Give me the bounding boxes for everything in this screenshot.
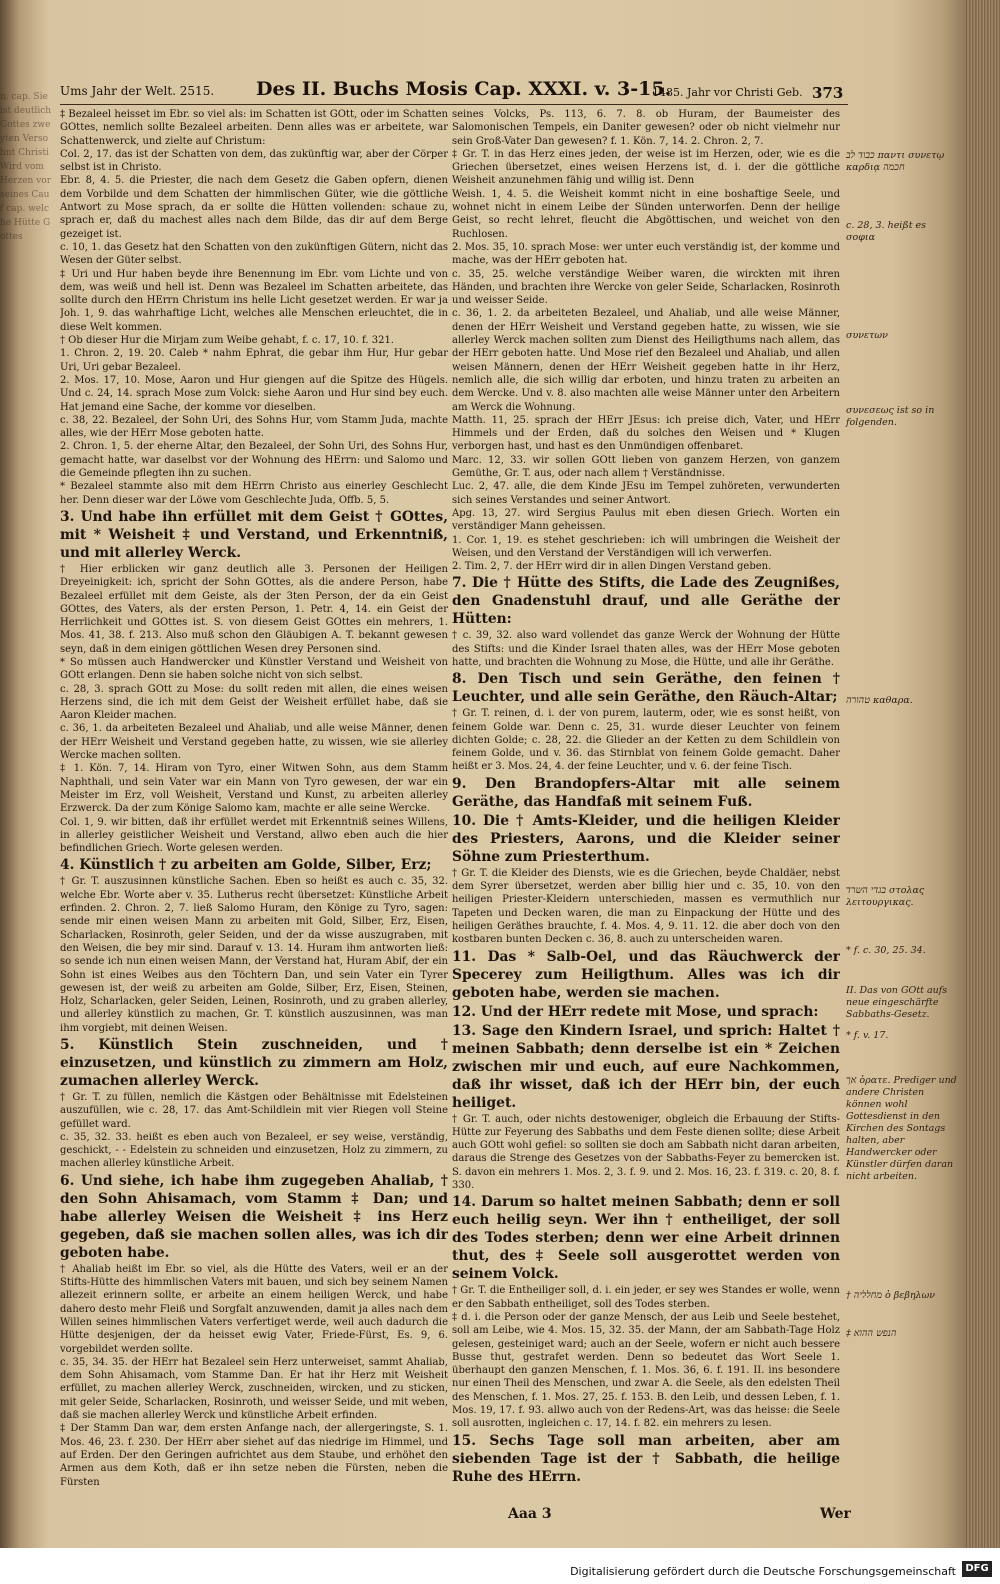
- margin-note: * f. c. 30, 25. 34.: [846, 945, 926, 956]
- commentary-note: † Ahaliab heißt im Ebr. so viel, als die Hütte des Vaters, weil er an der Stifts-Hütte des himmlischen Vaters mit bauen, und sich bey seinem Namen allezeit erinnern sollte, er arbeite an einem heiligen Werck, und habe dahero desto mehr Fleiß und Sorgfalt anzuwenden, damit ja alles nach dem Willen seines himmlischen Vaters verfertiget werde, weil auch dadurch die Hütte desjenigen, der da heisset ewig Vater, Friede-Fürst, Es. 9, 6. vorgebildet werden sollte.: [60, 1263, 448, 1355]
- margin-note: * f. v. 17.: [846, 1030, 889, 1041]
- bible-verse: 11. Das * Salb-Oel, und das Räuchwerck der Specerey zum Heiligthum. Alles was ich dir geboten habe, werden sie machen.: [452, 948, 840, 1001]
- commentary-note: 1. Chron. 2, 19. 20. Caleb * nahm Ephrat, die gebar ihm Hur, Hur gebar Uri, Uri gebar Bezaleel.: [60, 348, 448, 373]
- header-year-world: Ums Jahr der Welt. 2515.: [60, 84, 215, 98]
- commentary-note: ‡ Uri und Hur haben beyde ihre Benennung im Ebr. vom Lichte und von dem, was weiß und hell ist. Denn was Bezaleel im Schatten arbeitete, das sollte durch den HErrn Christum ins helle Licht gesetzet werden. Er war ja Joh. 1, 9. das wahrhaftige Licht, welches alle Menschen erleuchtet, die in diese Welt kommen.: [60, 268, 448, 333]
- header-book-chapter: Des II. Buchs Mosis Cap. XXXI. v. 3-15.: [256, 78, 672, 100]
- bible-verse: 15. Sechs Tage soll man arbeiten, aber am siebenden Tage ist der † Sabbath, die heilige Ruhe des HErrn.: [452, 1432, 840, 1485]
- commentary-note: Col. 2, 17. das ist der Schatten von dem, das zukünftig war, aber der Cörper selbst ist in Christo.: [60, 148, 448, 174]
- commentary-note: Col. 1, 9. wir bitten, daß ihr erfüllet werdet mit Erkenntniß seines Willens, in allerley geistlicher Weisheit und Verstand, allwo eben auch die hier befindlichen Griech. Worte gelesen werden.: [60, 816, 448, 855]
- commentary-note: c. 35, 34. 35. der HErr hat Bezaleel sein Herz unterweiset, sammt Ahaliab, dem Sohn Ahisamach, vom Stamme Dan. Er hat ihr Herz mit Weisheit erfüllet, zu machen allerley Werck, zuschneiden, wircken, und zu sticken, mit geler Seide, Scharlacken, Rosinroth, und weisser Seide, und mit weben, daß sie machen allerley Werck und künstliche Arbeit erfinden.: [60, 1356, 448, 1422]
- commentary-note: c. 36, 1. 2. da arbeiteten Bezaleel, und Ahaliab, und alle weise Männer, denen der HErr Weisheit und Verstand gegeben hatte, zu wissen, wie sie allerley Werck machen sollten zum Dienst des Heiligthums nach allem, das der HErr geboten hatte. Und Mose rief den Bezaleel und Ahaliab, und allen weisen Männern, denen der HErr Weisheit gegeben hatte in ihr Herz, nemlich alle, die sich willig dar erboten, und hinzu traten zu arbeiten an dem Wercke. Und v. 8. also machten alle weise Männer unter den Arbeitern am Werck die Wohnung.: [452, 308, 840, 413]
- commentary-note: 1. Cor. 1, 19. es stehet geschrieben: ich will umbringen die Weisheit der Weisen, und den Verstand der Verständigen will ich verwerfen.: [452, 534, 840, 559]
- running-header: [60, 78, 844, 104]
- margin-note: συνετων: [846, 330, 888, 341]
- commentary-note: 2. Mos. 35, 10. sprach Mose: wer unter euch verständig ist, der komme und mache, was der HErr geboten hat.: [452, 241, 840, 267]
- commentary-note: c. 35, 32. 33. heißt es eben auch von Bezaleel, er sey weise, verständig, geschickt, - - Edelstein zu schneiden und einzusetzen, Holz zu zimmern, zu machen allerley künstliche Arbeit.: [60, 1131, 448, 1170]
- bible-verse: 10. Die † Amts-Kleider, und die heiligen Kleider des Priesters, Aarons, und die Kleider seiner Söhne zum Priesterthum.: [452, 812, 840, 865]
- margin-note: † מחלליה ὁ βεβηλων: [846, 1290, 936, 1301]
- right-column: [452, 108, 840, 1503]
- bible-verse: 12. Und der HErr redete mit Mose, und sprach:: [452, 1003, 819, 1020]
- commentary-note: c. 10, 1. das Gesetz hat den Schatten von den zukünftigen Gütern, nicht das Wesen der Güter selbst.: [60, 241, 448, 267]
- commentary-note: * So müssen auch Handwercker und Künstler Verstand und Weisheit von GOtt erlangen. Denn sie haben solche nicht von sich selbst.: [60, 656, 448, 682]
- page-edge: [966, 0, 1000, 1548]
- margin-note: כבוד לב παντι συνετῳ καρδιᾳ חכמה: [846, 150, 945, 173]
- bible-verse: 8. Den Tisch und sein Geräthe, den feinen † Leuchter, und alle sein Geräthe, den Räuch-Altar;: [452, 671, 840, 706]
- commentary-note: Weish. 1, 4. 5. die Weisheit kommt nicht in eine boshaftige Seele, und wohnet nicht in einem Leibe der Sünden unterworfen. Denn der heilige Geist, so recht lehret, fleucht die Abgöttischen, und weichet von den Ruchlosen.: [452, 188, 840, 240]
- commentary-note: † Gr. T. reinen, d. i. der von purem, lauterm, oder, wie es sonst heißt, von feinem Golde war. Denn c. 25, 31. wurde dieser Leuchter von feinem dichten Golde; c. 28, 22. die Glieder an der Ketten zu dem Schildlein von feinem Golde, und v. 36. das Stirnblat von feinem Golde gemacht. Daher heißt er 3. Mos. 24, 4. der feine Leuchter, und v. 6. der feine Tisch.: [452, 708, 840, 773]
- commentary-note: ‡ Der Stamm Dan war, dem ersten Anfange nach, der allergeringste, S. 1. Mos. 46, 23. f. 230. Der HErr aber siehet auf das niedrige im Himmel, und auf Erden. Der den Geringen aufrichtet aus dem Staube, und erhöhet den Armen aus dem Koth, daß er ihn setze neben die Fürsten, neben die Fürsten: [60, 1423, 448, 1488]
- commentary-note: Luc. 2, 47. alle, die dem Kinde JEsu im Tempel zuhöreten, verwunderten sich seines Verstandes und seiner Antwort.: [452, 481, 840, 506]
- commentary-note: c. 38, 22. Bezaleel, der Sohn Uri, des Sohns Hur, vom Stamm Juda, machte alles, wie der HErr Mose geboten hatte.: [60, 414, 448, 440]
- margin-note: ‡ הנפש ההוא: [846, 1328, 897, 1339]
- commentary-note: † Ob dieser Hur die Mirjam zum Weibe gehabt, f. c. 17, 10. f. 321.: [60, 335, 394, 347]
- commentary-note: † Gr. T. die Kleider des Diensts, wie es die Griechen, beyde Chaldäer, nebst dem Syrer übersetzet, werden aber billig hier und c. 35, 10. von den heiligen Priester-Kleidern unterschieden, massen es vermuthlich nur Tapeten und Decken waren, die man zu Einpackung der Hütte und des heiligen Geräthes brauchte, f. 4. Mos. 4, 9. 11. 12. die aber doch von den kostbaren bunten Decken c. 36, 8. auch zu unterscheiden waren.: [452, 867, 840, 946]
- margin-note: II. Das von GOtt aufs neue eingeschärfte Sabbaths-Gesetz.: [846, 985, 948, 1020]
- bible-verse: 4. Künstlich † zu arbeiten am Golde, Silber, Erz;: [60, 857, 432, 874]
- commentary-note: Marc. 12, 33. wir sollen GOtt lieben von ganzem Herzen, von ganzem Gemüthe, Gr. T. aus, oder nach allem † Verständnisse.: [452, 454, 840, 480]
- margin-note: c. 28, 3. heißt es σοφια: [846, 220, 927, 243]
- commentary-note: † c. 39, 32. also ward vollendet das ganze Werck der Wohnung der Hütte des Stifts: und die Kinder Israel thaten alles, was der HErr Mose geboten hatte, und brachten die Wohnung zu Mose, die Hütte, und alle ihr Geräthe.: [452, 630, 840, 668]
- catchword: Wer: [820, 1506, 851, 1522]
- commentary-note: ‡ d. i. die Person oder der ganze Mensch, der aus Leib und Seele bestehet, soll am Leibe, wie 4. Mos. 15, 32. 35. der Mann, der am Sabbath-Tage Holz gelesen, gesteiniget ward; auch an der Seele, wofern er nicht auch bessere Busse thut, gestrafet werden. Denn so bedeutet das Wort Seele 1. überhaupt den ganzen Menschen, f. 1. Mos. 36, 6. f. 191. II. ins besondere nur einen Theil des Menschen, und zwar A. die Seele, als den edelsten Theil des Menschen, f. 1. Mos. 27, 25. f. 153. B. den Leib, und dessen Leben, f. 1. Mos. 19, 17. f. 93. allwo auch von der Redens-Art, was das heisse: die Seele soll ausrotten, ingleichen c. 17, 14. f. 82. ein mehrers zu lesen.: [452, 1311, 840, 1430]
- commentary-note: † Hier erblicken wir ganz deutlich alle 3. Personen der Heiligen Dreyeinigkeit: ich, spricht der Sohn GOttes, als die andere Person, habe Bezaleel erfüllet mit dem Geiste, als der 3ten Person, der da ein Geist GOttes, des Vaters, als der ersten Person, 1. Petr. 4, 14. ein Geist der Herrlichkeit und GOttes ist. S. von diesem Geist GOttes ein mehrers, 1. Mos. 41, 38. f. 213. Also muß schon den Gläubigen A. T. bekannt gewesen seyn, daß in dem einigen göttlichen Wesen drey Personen sind.: [60, 563, 448, 655]
- commentary-note: c. 35, 25. welche verständige Weiber waren, die wirckten mit ihren Händen, und brachten ihre Wercke von geler Seide, Scharlacken, Rosinroth und weisser Seide.: [452, 268, 840, 307]
- header-year-christ: 1485. Jahr vor Christi Geb.: [652, 86, 803, 99]
- commentary-note: ‡ 1. Kön. 7, 14. Hiram von Tyro, einer Witwen Sohn, aus dem Stamm Naphthali, und sein Vater war ein Mann von Tyro gewesen, der war ein Meister im Erz, voll Weisheit, Verstand und Kunst, zu arbeiten allerley Erzwerck. Da der zum Könige Salomo kam, machte er alle seine Wercke.: [60, 763, 448, 815]
- bible-verse: 5. Künstlich Stein zuschneiden, und † einzusetzen, und künstlich zu zimmern am Holz, zumachen allerley Werck.: [60, 1037, 448, 1089]
- bible-verse: 13. Sage den Kindern Israel, und sprich: Haltet † meinen Sabbath; denn derselbe ist ein * Zeichen zwischen mir und euch, auf eure Nachkommen, daß ihr wisset, daß ich der HErr bin, der euch heiliget.: [452, 1022, 840, 1111]
- bible-verse: 9. Den Brandopfers-Altar mit alle seinem Geräthe, das Handfaß mit seinem Fuß.: [452, 775, 840, 810]
- commentary-note: ‡ Gr. T. in das Herz eines jeden, der weise ist im Herzen, oder, wie es die Griechen übersetzet, eines weisen Herzens ist, d. i. der die göttliche Weisheit anzunehmen fähig und willig ist. Denn: [452, 148, 840, 187]
- commentary-note: Apg. 13, 27. wird Sergius Paulus mit eben diesen Griech. Worten ein verständiger Mann geheissen.: [452, 507, 840, 533]
- margin-note: טהורה καθαρα.: [846, 695, 913, 706]
- commentary-note: † Gr. T. die Entheiliger soll, d. i. ein jeder, er sey wes Standes er wolle, wenn er den Sabbath entheiliget, soll des Todes sterben.: [452, 1285, 840, 1310]
- commentary-note: * Bezaleel stammte also mit dem HErrn Christo aus einerley Geschlecht her. Denn dieser war der Löwe vom Geschlechte Juda, Offb. 5, 5.: [60, 481, 448, 506]
- digitization-credit: Digitalisierung gefördert durch die Deutsche Forschungsgemeinschaft: [570, 1565, 956, 1578]
- margin-notes: [846, 150, 958, 1450]
- margin-note: בגדי השרד στολας λειτουργικας.: [846, 885, 925, 908]
- bible-verse: 7. Die † Hütte des Stifts, die Lade des Zeugnißes, den Gnadenstuhl drauf, und alle Geräthe der Hütten:: [452, 575, 840, 628]
- bible-verse: 3. Und habe ihn erfüllet mit dem Geist † GOttes, mit * Weisheit ‡ und Verstand, und Erkenntniß, und mit allerley Werck.: [60, 508, 448, 561]
- commentary-note: seines Volcks, Ps. 113, 6. 7. 8. ob Huram, der Baumeister des Salomonischen Tempels, ein Daniter gewesen? oder ob nicht vielmehr nur sein Groß-Vater Dan gewesen? f. 1. Kön. 7, 14. 2. Chron. 2, 7.: [452, 109, 840, 147]
- commentary-note: 2. Mos. 17, 10. Mose, Aaron und Hur giengen auf die Spitze des Hügels. Und c. 24, 14. sprach Mose zum Volck: siehe Aaron und Hur sind bey euch. Hat jemand eine Sache, der komme vor dieselben.: [60, 374, 448, 413]
- bible-verse: 14. Darum so haltet meinen Sabbath; denn er soll euch heilig seyn. Wer ihn † entheiliget, der soll des Todes sterben; denn wer eine Arbeit drinnen thut, des ‡ Seele soll ausgerottet werden von seinem Volck.: [452, 1194, 840, 1283]
- commentary-note: c. 28, 3. sprach GOtt zu Mose: du sollt reden mit allen, die eines weisen Herzens sind, die ich mit dem Geist der Weisheit erfüllet habe, daß sie Aaron Kleider machen.: [60, 683, 448, 722]
- commentary-note: † Gr. T. auch, oder nichts destoweniger, obgleich die Erbauung der Stifts-Hütte zur Feyerung des Sabbaths und dem Feste dienen sollte; diese Arbeit auch GOtt wohl gefiel: so sollten sie doch am Sabbath nicht daran arbeiten, daraus die Strenge des Gesetzes von der Sabbaths-Feyer zu bemercken ist. S. davon ein mehrers 1. Mos. 2, 3. f. 9. und 2. Mos. 16, 23. f. 319. c. 20, 8. f. 330.: [452, 1113, 840, 1192]
- dfg-logo: DFG: [962, 1561, 992, 1577]
- signature-mark: Aaa 3: [508, 1506, 552, 1522]
- page-number: 373: [812, 84, 844, 102]
- header-rule: [60, 104, 848, 105]
- commentary-note: 2. Chron. 1, 5. der eherne Altar, den Bezaleel, der Sohn Uri, des Sohns Hur, gemacht hatte, war daselbst vor der Wohnung des HErrn: und Salomo und die Gemeinde pflegten ihn zu suchen.: [60, 441, 448, 480]
- commentary-note: 2. Tim. 2, 7. der HErr wird dir in allen Dingen Verstand geben.: [452, 561, 772, 573]
- commentary-note: † Gr. T. auszusinnen künstliche Sachen. Eben so heißt es auch c. 35, 32. welche Ebr. Worte aber v. 35. Lutherus recht übersetzet: Künstliche Arbeit erfinden. 2. Chron. 2, 7. ließ Salomo Huram, den Könige zu Tyro, sagen: sende mir einen weisen Mann zu arbeiten mit Gold, Silber, Erz, Eisen, Scharlacken, Rosinroth, geler Seiden, und der da wisse auszugraben, mit den Weisen, die bey mir sind. Darauf v. 13. 14. Huram ihm antworten ließ: so sende ich nun einen weisen Mann, der Verstand hat, Huram Abif, der ein Sohn ist eines Weibes aus den Töchtern Dan, und sein Vater ein Tyrer gewesen ist, der weiß zu arbeiten am Golde, Silber, Erz, Eisen, Steinen, Holz, Scharlacken, geler Seiden, Leinen, Rosinroth, und zu graben allerley, und allerley künstlich zu machen, Gr. T. künstlich auszusinnen, was man ihm vorgiebt, mit deinen Weisen.: [60, 876, 448, 1034]
- bible-verse: 6. Und siehe, ich habe ihm zugegeben Ahaliab, † den Sohn Ahisamach, vom Stamm ‡ Dan; und habe allerley Weisen die Weisheit ‡ ins Herz gegeben, daß sie machen sollen alles, was ich dir geboten habe.: [60, 1172, 448, 1261]
- commentary-note: Matth. 11, 25. sprach der HErr JEsus: ich preise dich, Vater, und HErr Himmels und der Erden, daß du solches den Weisen und * Klugen verborgen hast, und hast es den Unmündigen offenbaret.: [452, 414, 840, 453]
- commentary-note: ‡ Bezaleel heisset im Ebr. so viel als: im Schatten ist GOtt, oder im Schatten GOttes, nemlich sollte Bezaleel arbeiten. Denn alles was er arbeitete, war Schattenwerck, und zielte auf Christum:: [60, 109, 448, 147]
- margin-note: אך ὁρατε. Prediger und andere Christen können wohl Gottesdienst in den Kirchen des Sontags halten, aber Handwercker oder Künstler dürfen daran nicht arbeiten.: [846, 1075, 957, 1182]
- commentary-note: c. 36, 1. da arbeiteten Bezaleel und Ahaliab, und alle weise Männer, denen der HErr Weisheit und Verstand gegeben hatte, zu wissen, wie sie allerley Wercke machen sollten.: [60, 723, 448, 762]
- left-column: [60, 108, 448, 1528]
- gutter-fragment: n. cap. Sie ist deutlich Gottes zweyten Versohnt Christi Wird vom Herzen vor seines Cauf cap. welche Hütte Gottes: [0, 92, 52, 242]
- margin-note: συνεσεως ist so in folgenden.: [846, 405, 935, 428]
- commentary-note: Ebr. 8, 4. 5. die Priester, die nach dem Gesetz die Gaben opfern, dienen dem Vorbilde und dem Schatten der himmlischen Güter, wie die göttliche Antwort zu Mose sprach, da er sollte die Hütten vollenden: schaue zu, sprach er, daß du machest alles nach dem Bilde, das dir auf dem Berge gezeiget ist.: [60, 175, 448, 240]
- commentary-note: † Gr. T. zu füllen, nemlich die Kästgen oder Behältnisse mit Edelsteinen auszufüllen, wie c. 28, 17. das Amt-Schildlein mit vier Riegen voll Steine gefüllet ward.: [60, 1092, 448, 1130]
